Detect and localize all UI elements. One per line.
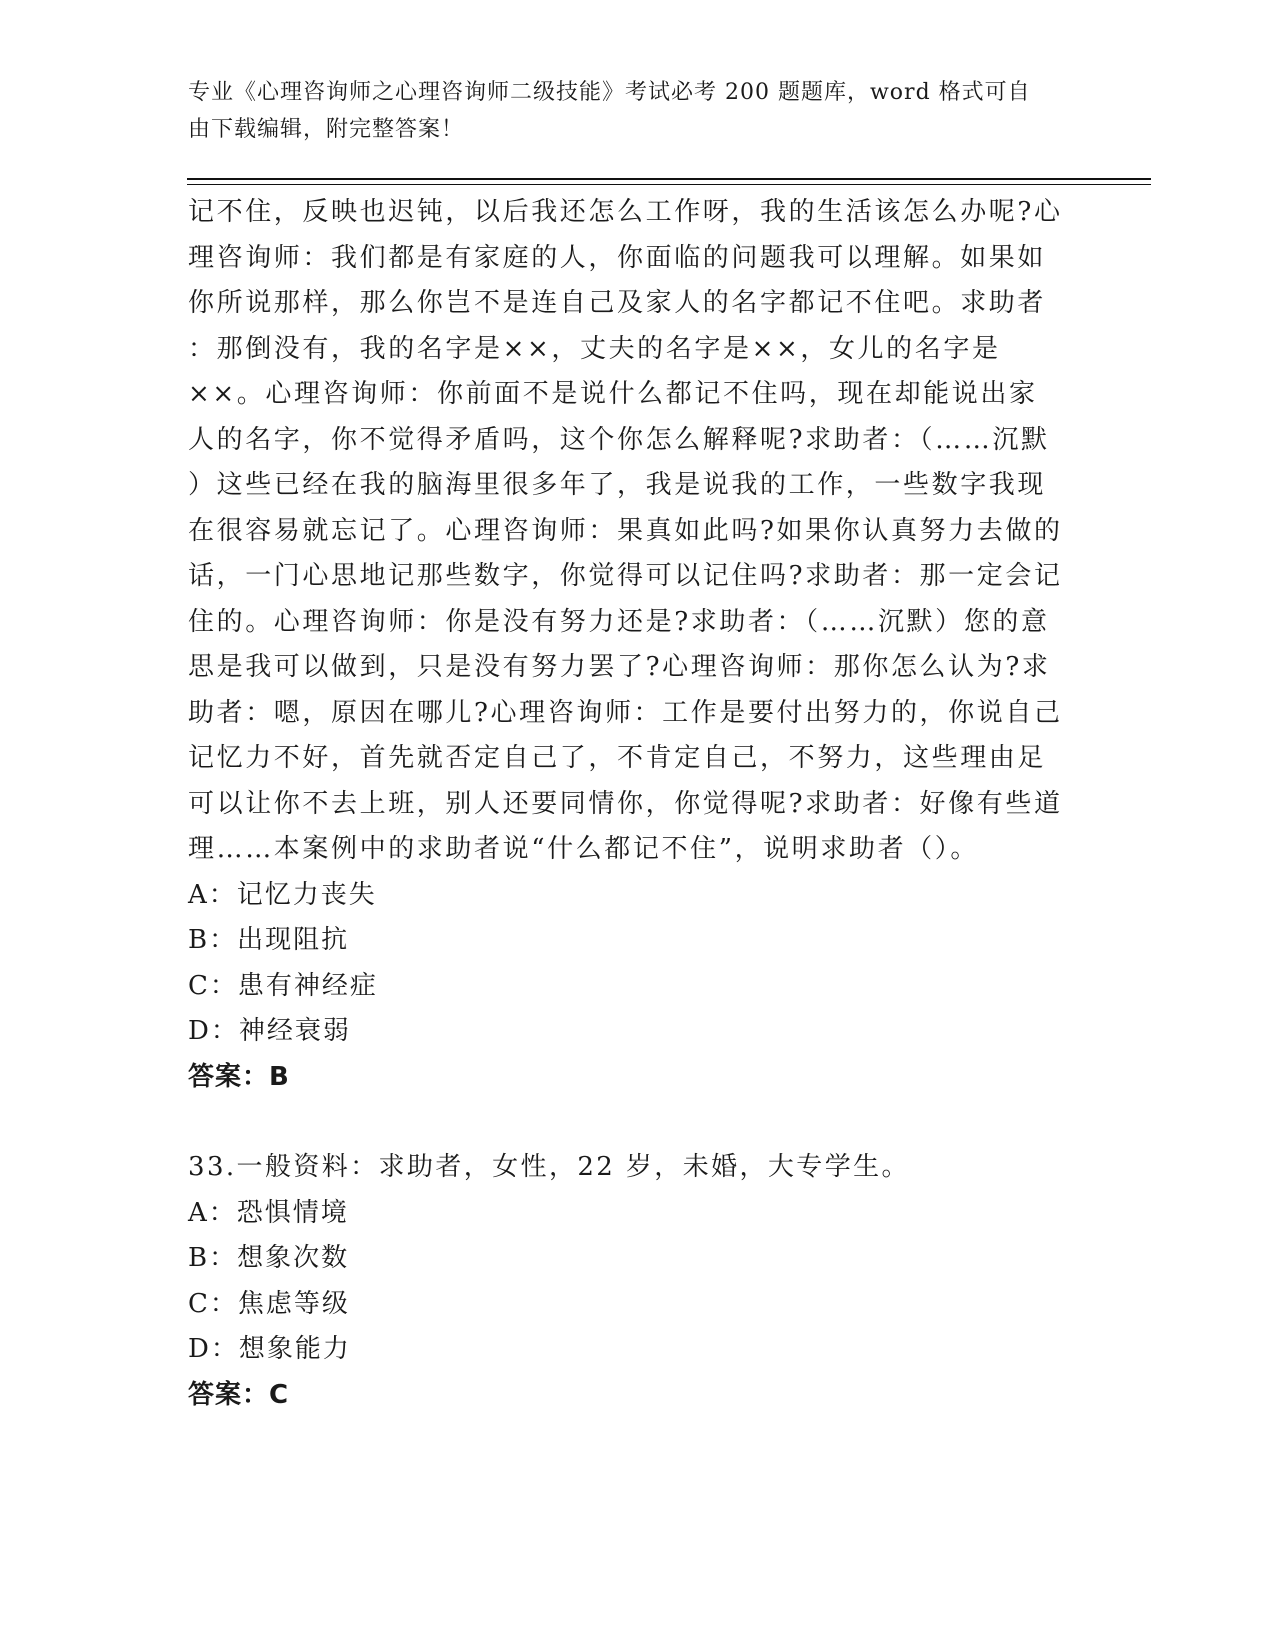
stem-line: 你所说那样，那么你岂不是连自己及家人的名字都记不住吧。求助者 [188,288,1047,318]
option-d: D：神经衰弱 [188,1016,351,1046]
stem-line: 在很容易就忘记了。心理咨询师：果真如此吗?如果你认真努力去做的 [188,515,1063,546]
answer-label: 答案：B [188,1061,290,1092]
question-32 [188,190,1078,1100]
header-line-2: 由下载编辑，附完整答案！ [188,117,465,142]
header-rule-thin [187,184,1151,185]
stem-line: 住的。心理咨询师：你是没有努力还是?求助者：（……沉默）您的意 [188,606,1050,637]
stem-line: 助者：嗯，原因在哪儿?心理咨询师：工作是要付出努力的，你说自己 [188,697,1063,728]
header-line-1: 专业《心理咨询师之心理咨询师二级技能》考试必考 200 题题库，word 格式可自 [188,80,1031,105]
question-33 [188,1145,1078,1418]
answer-label: 答案：C [188,1379,290,1410]
stem-line: 话，一门心思地记那些数字，你觉得可以记住吗?求助者：那一定会记 [188,561,1063,591]
option-a: A：恐惧情境 [188,1197,349,1228]
stem-line: ：那倒没有，我的名字是××，丈夫的名字是××，女儿的名字是 [188,333,1001,364]
option-c: C：焦虑等级 [188,1288,350,1319]
header-rule-thick [187,178,1151,180]
stem-line: 理咨询师：我们都是有家庭的人，你面临的问题我可以理解。如果如 [188,242,1047,273]
question-stem: 33.一般资料：求助者，女性，22 岁，未婚，大专学生。 [188,1152,910,1182]
option-b: B：出现阻抗 [188,925,350,955]
option-c: C：患有神经症 [188,970,378,1001]
stem-line: ××。心理咨询师：你前面不是说什么都记不住吗，现在却能说出家 [188,379,1038,409]
option-a: A：记忆力丧失 [188,879,377,910]
stem-line: 思是我可以做到，只是没有努力罢了?心理咨询师：那你怎么认为?求 [188,652,1051,682]
question-stem [188,190,1078,873]
document-body [188,190,1078,1418]
question-spacer [188,1100,1078,1145]
option-b: B：想象次数 [188,1243,350,1273]
option-d: D：想象能力 [188,1334,351,1364]
stem-line: 人的名字，你不觉得矛盾吗，这个你怎么解释呢?求助者：（……沉默 [188,424,1050,455]
stem-line: 记忆力不好，首先就否定自己了，不肯定自己，不努力，这些理由足 [188,743,1047,773]
stem-line: 记不住，反映也迟钝，以后我还怎么工作呀，我的生活该怎么办呢?心 [188,197,1063,227]
stem-line: 可以让你不去上班，别人还要同情你，你觉得呢?求助者：好像有些道 [188,788,1063,819]
page-header [188,74,1068,148]
stem-line: 理……本案例中的求助者说“什么都记不住”，说明求助者（）。 [188,834,979,864]
stem-line: ）这些已经在我的脑海里很多年了，我是说我的工作，一些数字我现 [188,470,1047,500]
